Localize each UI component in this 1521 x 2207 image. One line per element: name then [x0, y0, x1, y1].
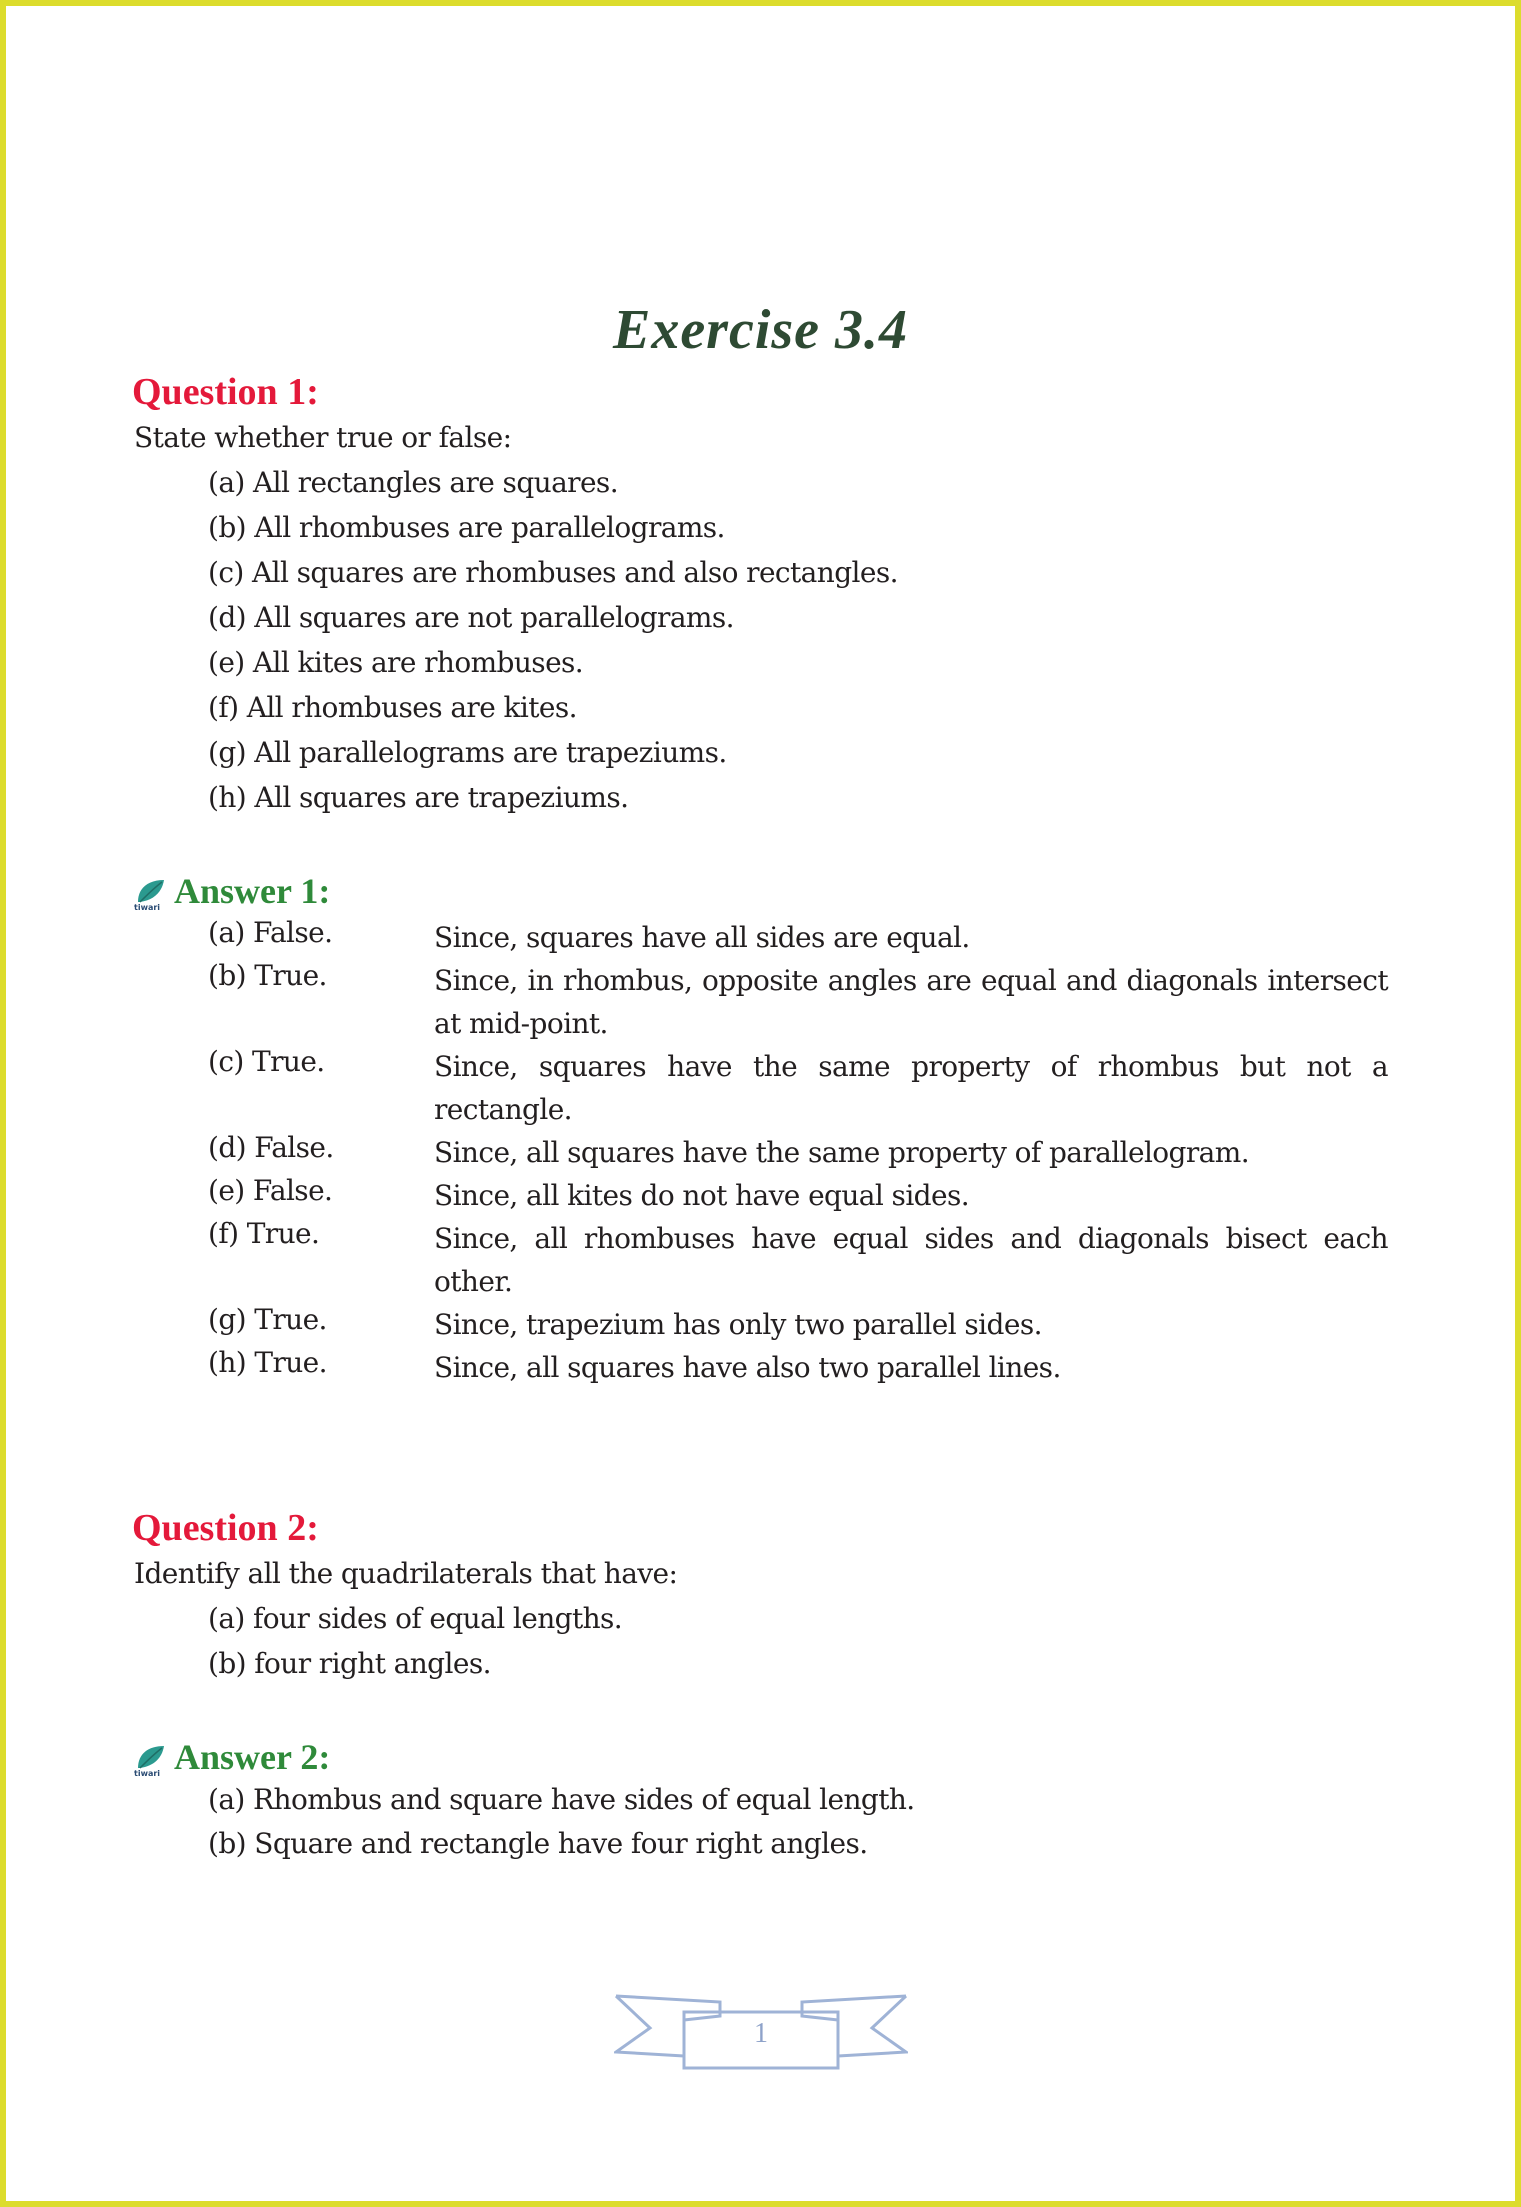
tiwari-leaf-logo-icon	[132, 876, 168, 912]
exercise-title: Exercise 3.4	[612, 299, 909, 361]
answer-1-row	[208, 1303, 1388, 1346]
answer-1-row	[208, 1174, 1388, 1217]
answer-1-row	[208, 959, 1388, 1045]
page-number-banner	[614, 1988, 908, 2078]
question-1-item: (b) All rhombuses are parallelograms.	[208, 511, 725, 544]
answer-explanation: Since, all kites do not have equal sides.	[434, 1179, 970, 1212]
question-2-heading: Question 2:	[132, 1507, 319, 1549]
answer-explanation: Since, trapezium has only two parallel sides.	[434, 1308, 1042, 1341]
answer-1-row	[208, 916, 1388, 959]
answer-2-heading	[132, 1736, 330, 1778]
answer-1-row	[208, 1045, 1388, 1131]
question-1-item: (e) All kites are rhombuses.	[208, 646, 584, 679]
question-2-prompt: Identify all the quadrilaterals that have:	[134, 1557, 678, 1590]
answer-1-row	[208, 1217, 1388, 1303]
tiwari-leaf-logo-icon	[132, 1742, 168, 1778]
answer-1-row	[208, 1346, 1388, 1389]
svg-text:tiwari: tiwari	[134, 903, 161, 912]
answer-label: (d) False.	[208, 1131, 334, 1164]
answer-1-title: Answer 1:	[174, 871, 331, 911]
answer-explanation: Since, all rhombuses have equal sides and diagonals bisect each other.	[434, 1222, 1388, 1298]
question-1-prompt: State whether true or false:	[134, 421, 512, 454]
answer-label: (h) True.	[208, 1346, 327, 1379]
question-1-item: (c) All squares are rhombuses and also rectangles.	[208, 556, 898, 589]
question-1-item: (f) All rhombuses are kites.	[208, 691, 577, 724]
answer-label: (f) True.	[208, 1217, 320, 1250]
question-1-item: (g) All parallelograms are trapeziums.	[208, 736, 727, 769]
question-1-item: (h) All squares are trapeziums.	[208, 781, 629, 814]
answer-explanation: Since, squares have all sides are equal.	[434, 921, 970, 954]
answer-label: (c) True.	[208, 1045, 325, 1078]
question-1-item: (d) All squares are not parallelograms.	[208, 601, 734, 634]
answer-label: (b) True.	[208, 959, 327, 992]
answer-1-heading	[132, 870, 330, 912]
answer-explanation: Since, all squares have the same property of parallelogram.	[434, 1136, 1250, 1169]
answer-2-title: Answer 2:	[174, 1737, 331, 1777]
answer-label: (a) False.	[208, 916, 333, 949]
answer-label: (g) True.	[208, 1303, 327, 1336]
answer-explanation: Since, squares have the same property of rhombus but not a rectangle.	[434, 1050, 1388, 1126]
answer-explanation: Since, in rhombus, opposite angles are equal and diagonals intersect at mid-point.	[434, 964, 1388, 1040]
answer-label: (e) False.	[208, 1174, 333, 1207]
svg-text:tiwari: tiwari	[134, 1769, 161, 1778]
question-2-item: (b) four right angles.	[208, 1647, 491, 1680]
answer-explanation: Since, all squares have also two parallel lines.	[434, 1351, 1061, 1384]
answer-1-row	[208, 1131, 1388, 1174]
question-1-heading: Question 1:	[132, 371, 319, 413]
answer-2-line: (a) Rhombus and square have sides of equal length.	[208, 1783, 915, 1816]
page-number: 1	[754, 2018, 768, 2049]
question-1-item: (a) All rectangles are squares.	[208, 466, 618, 499]
answer-2-line: (b) Square and rectangle have four right angles.	[208, 1827, 868, 1860]
question-2-item: (a) four sides of equal lengths.	[208, 1602, 623, 1635]
